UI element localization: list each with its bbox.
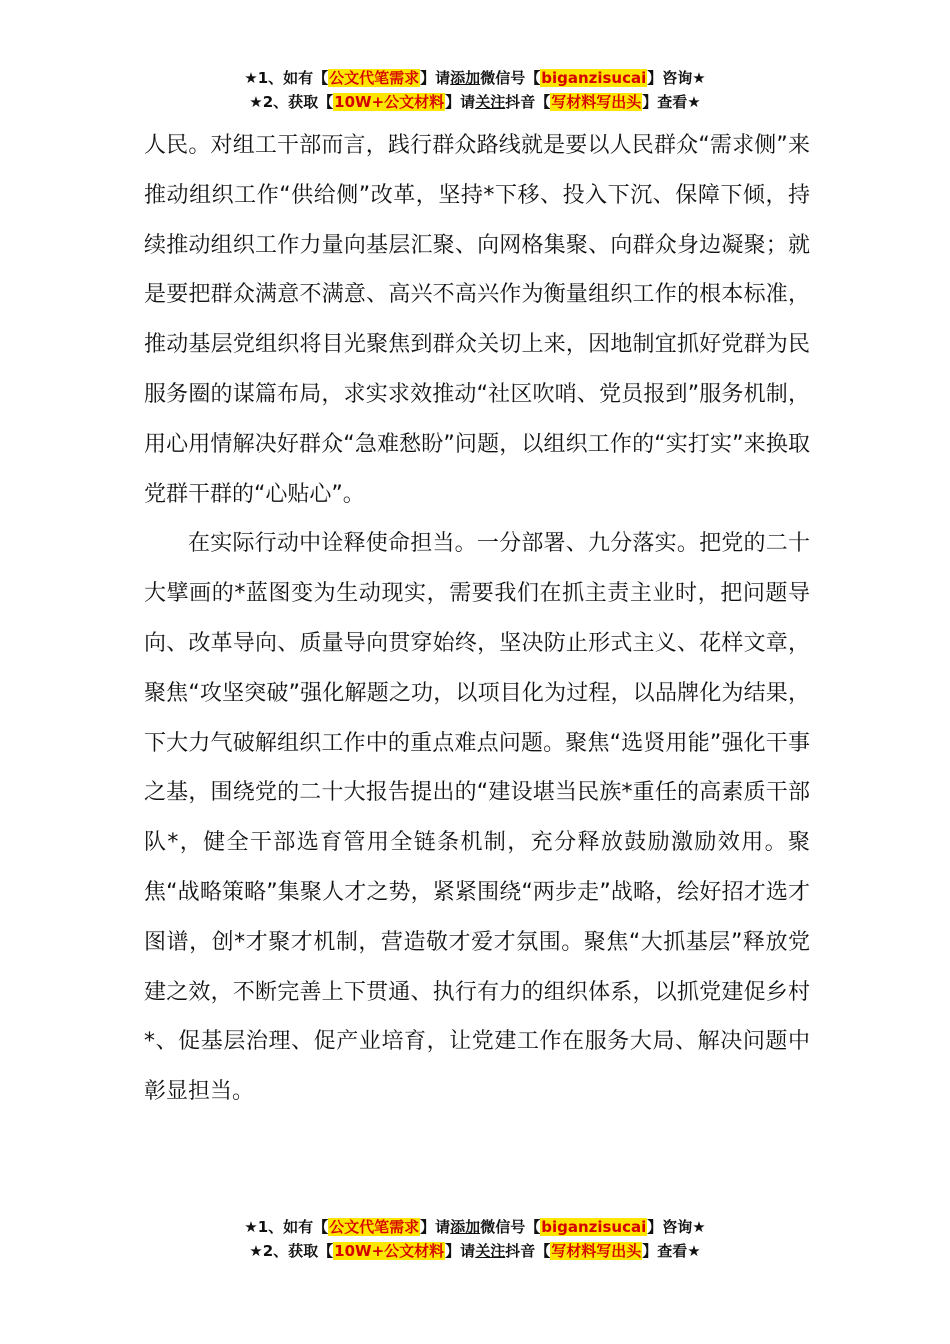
- banner-text: 微信号【: [480, 1218, 541, 1236]
- banner-underline-text: 关注: [475, 1242, 506, 1260]
- banner-line-1: [0, 1215, 950, 1239]
- banner-text: 2、获取【: [262, 1242, 334, 1260]
- star-icon: ★: [692, 69, 706, 87]
- banner-underline-text: 添加: [450, 69, 481, 87]
- banner-text: 】咨询: [647, 69, 693, 87]
- banner-text: 】请: [420, 1218, 451, 1236]
- banner-text: 】请: [445, 1242, 476, 1260]
- star-icon: ★: [249, 1242, 263, 1260]
- banner-line-2: [0, 90, 950, 114]
- banner-text: 1、如有【: [257, 1218, 329, 1236]
- banner-underline-text: 添加: [450, 1218, 481, 1236]
- star-icon: ★: [692, 1218, 706, 1236]
- banner-underline-text: 关注: [475, 93, 506, 111]
- footer-banner: [0, 1215, 950, 1263]
- banner-text: 抖音【: [505, 93, 551, 111]
- highlight-materials: 10W+公文材料: [334, 1242, 445, 1260]
- header-banner: [0, 66, 950, 114]
- star-icon: ★: [687, 93, 701, 111]
- highlight-wechat-id: biganzisucai: [541, 1218, 647, 1236]
- body-paragraph-1: 人民。对组工干部而言，践行群众路线就是要以人民群众“需求侧”来推动组织工作“供给侧”改革，坚持*下移、投入下沉、保障下倾，持续推动组织工作力量向基层汇聚、向网格集聚、向群众身边凝聚；就是要把群众满意不满意、高兴不高兴作为衡量组织工作的根本标准，推动基层党组织将目光聚焦到群众关切上来，因地制宜抓好党群为民服务圈的谋篇布局，求实求效推动“社区吹哨、党员报到”服务机制，用心用情解决好群众“急难愁盼”问题，以组织工作的“实打实”来换取党群干群的“心贴心”。: [144, 133, 810, 507]
- document-body: [144, 121, 810, 1117]
- highlight-service: 公文代笔需求: [329, 69, 420, 87]
- banner-line-2: [0, 1239, 950, 1263]
- highlight-service: 公文代笔需求: [329, 1218, 420, 1236]
- body-paragraph-2: 在实际行动中诠释使命担当。一分部署、九分落实。把党的二十大擘画的*蓝图变为生动现实，需要我们在抓主责主业时，把问题导向、改革导向、质量导向贯穿始终，坚决防止形式主义、花样文章，聚焦“攻坚突破”强化解题之功，以项目化为过程，以品牌化为结果，下大力气破解组织工作中的重点难点问题。聚焦“选贤用能”强化干事之基，围绕党的二十大报告提出的“建设堪当民族*重任的高素质干部队*，健全干部选育管用全链条机制，充分释放鼓励激励效用。聚焦“战略策略”集聚人才之势，紧紧围绕“两步走”战略，绘好招才选才图谱，创*才聚才机制，营造敬才爱才氛围。聚焦“大抓基层”释放党建之效，不断完善上下贯通、执行有力的组织体系，以抓党建促乡村*、促基层治理、促产业培育，让党建工作在服务大局、解决问题中彰显担当。: [144, 531, 810, 1105]
- star-icon: ★: [244, 69, 258, 87]
- highlight-douyin: 写材料写出头: [551, 1242, 642, 1260]
- banner-text: 抖音【: [505, 1242, 551, 1260]
- highlight-materials: 10W+公文材料: [334, 93, 445, 111]
- banner-text: 微信号【: [480, 69, 541, 87]
- banner-text: 2、获取【: [262, 93, 334, 111]
- banner-line-1: [0, 66, 950, 90]
- star-icon: ★: [687, 1242, 701, 1260]
- star-icon: ★: [244, 1218, 258, 1236]
- banner-text: 】请: [420, 69, 451, 87]
- banner-text: 】咨询: [647, 1218, 693, 1236]
- banner-text: 1、如有【: [257, 69, 329, 87]
- banner-text: 】请: [445, 93, 476, 111]
- highlight-douyin: 写材料写出头: [551, 93, 642, 111]
- highlight-wechat-id: biganzisucai: [541, 69, 647, 87]
- banner-text: 】查看: [642, 93, 688, 111]
- banner-text: 】查看: [642, 1242, 688, 1260]
- star-icon: ★: [249, 93, 263, 111]
